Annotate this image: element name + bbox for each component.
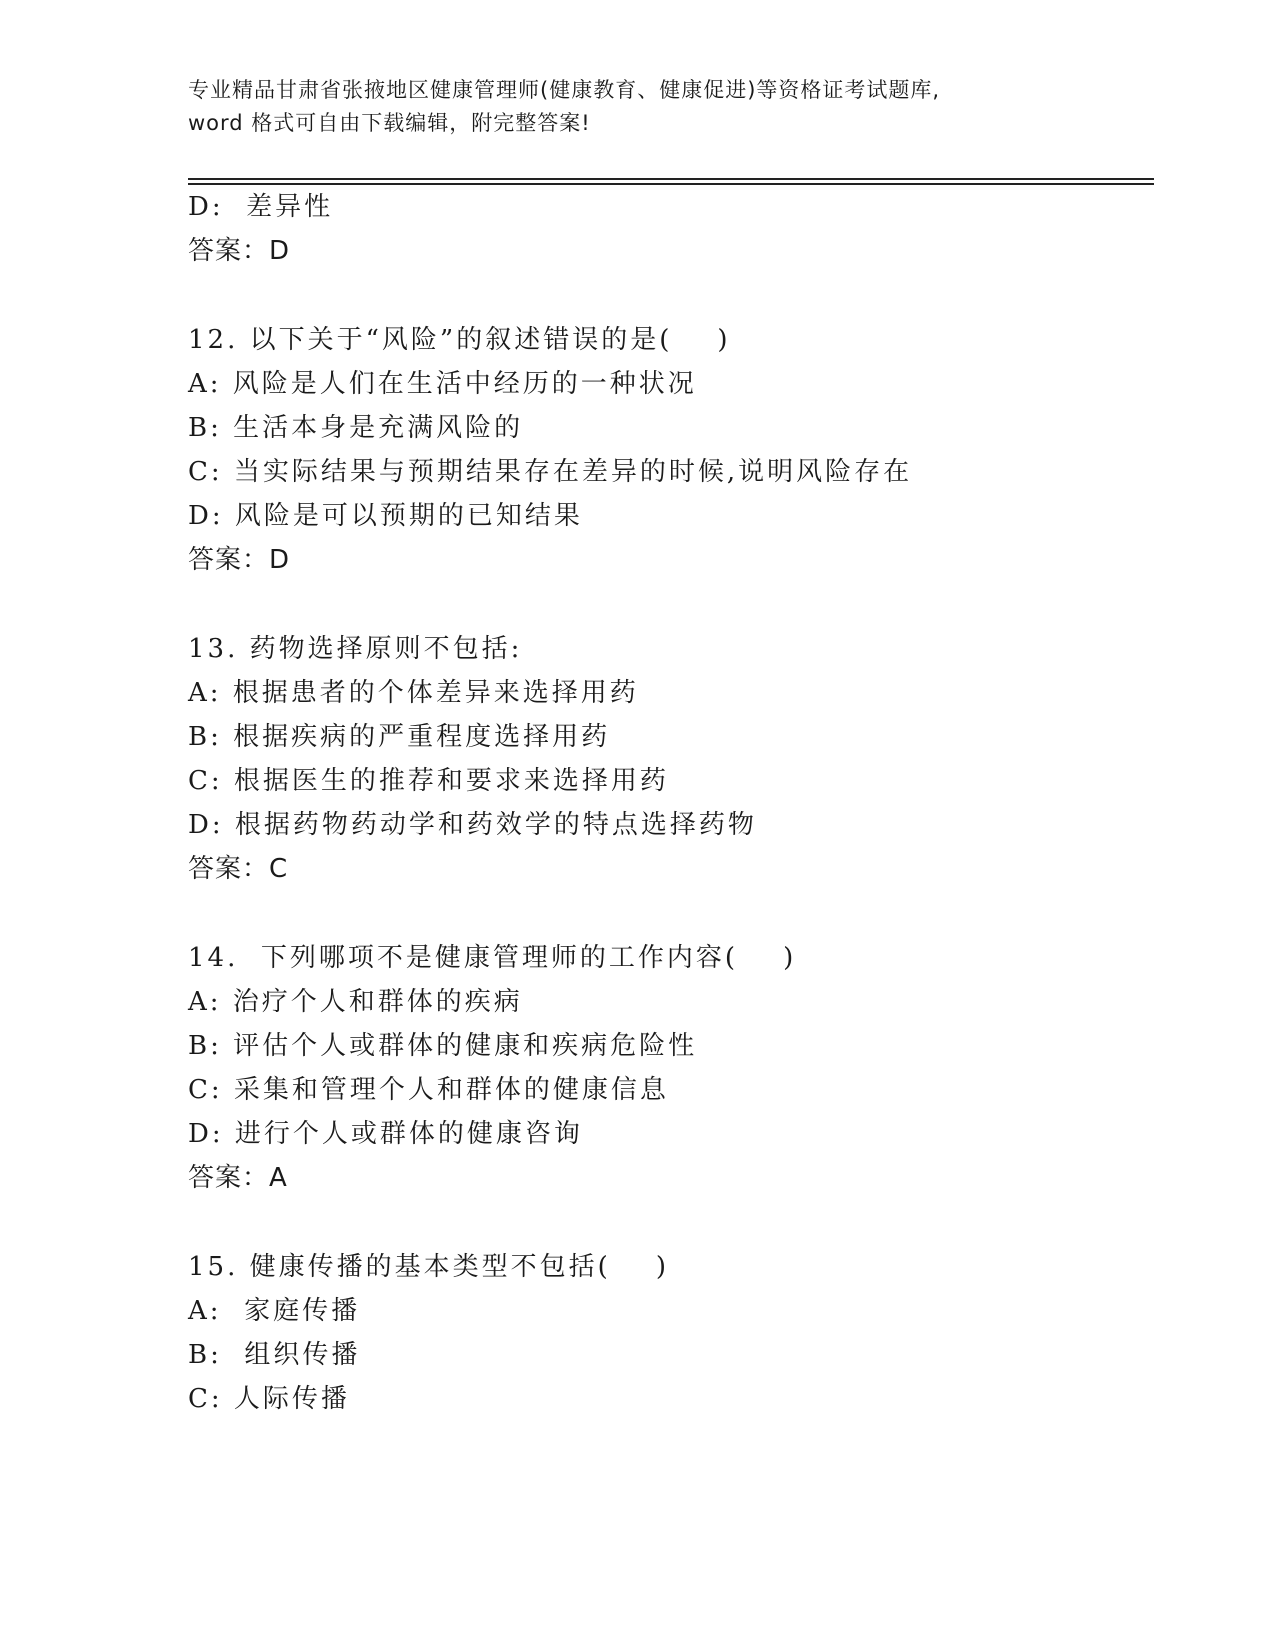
header-divider-top: [188, 178, 1154, 180]
question-14-answer: 答案：A: [188, 1163, 288, 1193]
header-divider-bottom: [188, 183, 1154, 185]
question-15-option-a: A: 家庭传播: [188, 1296, 361, 1326]
question-13-option-c: C: 根据医生的推荐和要求来选择用药: [188, 766, 669, 796]
question-14-option-a: A: 治疗个人和群体的疾病: [188, 987, 523, 1017]
question-12-option-d: D: 风险是可以预期的已知结果: [188, 501, 583, 531]
question-15-option-c: C: 人际传播: [188, 1384, 350, 1414]
header-line-2: word 格式可自由下载编辑，附完整答案!: [188, 111, 591, 135]
prev-option-d: D: 差异性: [188, 192, 334, 222]
question-15-stem: 15. 健康传播的基本类型不包括( ): [188, 1252, 669, 1282]
question-13-option-a: A: 根据患者的个体差异来选择用药: [188, 678, 639, 708]
question-13-stem: 13. 药物选择原则不包括:: [188, 634, 523, 664]
question-14-stem: 14. 下列哪项不是健康管理师的工作内容( ): [188, 943, 797, 973]
question-12-option-b: B: 生活本身是充满风险的: [188, 413, 524, 443]
question-14-option-d: D: 进行个人或群体的健康咨询: [188, 1119, 583, 1149]
question-14-option-c: C: 采集和管理个人和群体的健康信息: [188, 1075, 669, 1105]
question-13-answer: 答案：C: [188, 854, 289, 884]
question-15-option-b: B: 组织传播: [188, 1340, 361, 1370]
page-header: [188, 74, 1088, 140]
header-line-1: 专业精品甘肃省张掖地区健康管理师(健康教育、健康促进)等资格证考试题库,: [188, 78, 941, 102]
prev-answer: 答案：D: [188, 236, 291, 266]
question-13-option-d: D: 根据药物药动学和药效学的特点选择药物: [188, 810, 757, 840]
question-13-option-b: B: 根据疾病的严重程度选择用药: [188, 722, 611, 752]
question-12-option-c: C: 当实际结果与预期结果存在差异的时候,说明风险存在: [188, 457, 913, 487]
question-12-stem: 12. 以下关于“风险”的叙述错误的是( ): [188, 325, 731, 355]
question-12-option-a: A: 风险是人们在生活中经历的一种状况: [188, 369, 697, 399]
question-12-answer: 答案：D: [188, 545, 291, 575]
question-14-option-b: B: 评估个人或群体的健康和疾病危险性: [188, 1031, 698, 1061]
